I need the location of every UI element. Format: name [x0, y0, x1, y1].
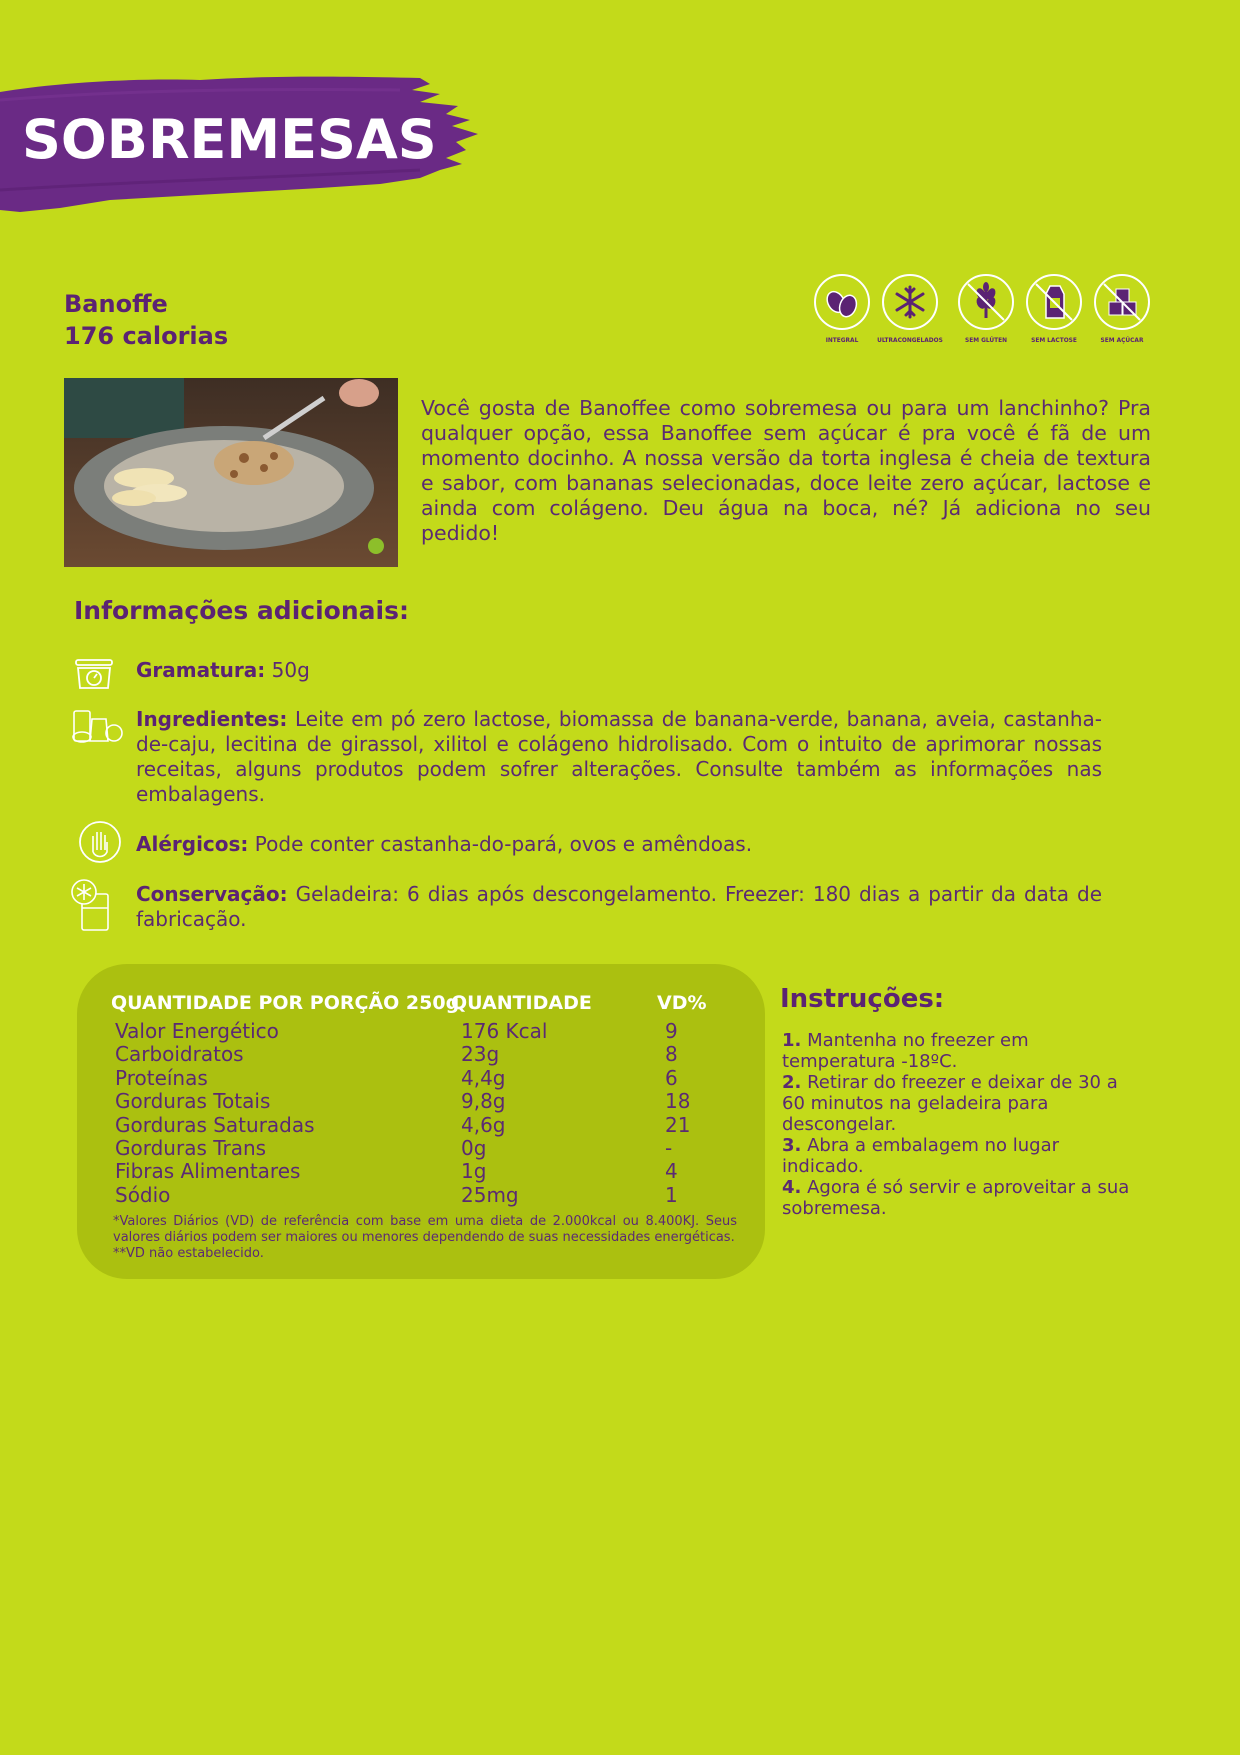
nutrient-name: Fibras Alimentares [115, 1159, 301, 1184]
nutrient-vd: 8 [665, 1042, 678, 1067]
instruction-step [782, 1177, 1142, 1219]
nutrient-qty: 1g [461, 1159, 487, 1184]
info-text [136, 832, 1102, 857]
info-text [136, 658, 1102, 683]
nutrient-qty: 9,8g [461, 1089, 506, 1114]
step-text: Abra a embalagem no lugar indicado. [782, 1135, 1059, 1177]
nutrient-vd: 9 [665, 1019, 678, 1043]
nutrient-name: Gorduras Totais [115, 1089, 271, 1114]
nutrition-header-quantity: QUANTIDADE [451, 992, 592, 1014]
badge-label: SEM AÇÚCAR [1100, 336, 1144, 344]
nutrition-footnote [113, 1214, 737, 1262]
badge-ultracongelados [872, 274, 948, 344]
product-header [64, 288, 228, 352]
nutrient-qty: 0g [461, 1135, 487, 1160]
feature-badges [804, 274, 1160, 354]
info-value: Geladeira: 6 dias após descongelamento. Freezer: 180 dias a partir da data de fabricação. [136, 882, 1103, 931]
badge-label: SEM LACTOSE [1031, 336, 1077, 344]
nutrient-vd: - [665, 1135, 673, 1160]
nutrient-qty: 4,4g [461, 1065, 506, 1090]
nutrient-vd: 6 [665, 1065, 678, 1090]
peanut-icon [814, 274, 870, 330]
info-title: Informações adicionais: [74, 596, 409, 625]
info-value: 50g [271, 658, 310, 682]
info-label: Conservação: [136, 882, 288, 906]
badge-label: INTEGRAL [825, 336, 859, 344]
nutrition-rows [115, 1019, 735, 1206]
table-row [115, 1066, 735, 1089]
nutrient-name: Proteínas [115, 1065, 208, 1090]
instruction-step [782, 1135, 1142, 1177]
scale-icon [68, 656, 124, 712]
info-label: Gramatura: [136, 658, 266, 682]
nutrient-name: Valor Energético [115, 1019, 279, 1043]
table-row [115, 1159, 735, 1182]
info-text [136, 707, 1102, 807]
info-value: Leite em pó zero lactose, biomassa de banana-verde, banana, aveia, castanha-de-caju, lecitina de girassol, xilitol e colágeno hidrolisado. Com o intuito de aprimorar nossas receitas, alguns produtos podem sofrer alterações. Consulte também as informações nas embalagens. [136, 707, 1103, 806]
step-number: 2. [782, 1072, 802, 1093]
milk-carton-crossed-icon [1026, 274, 1082, 330]
instruction-step [782, 1030, 1142, 1072]
badge-integral [804, 274, 880, 344]
nutrient-qty: 176 Kcal [461, 1019, 548, 1043]
table-row [115, 1136, 735, 1159]
step-number: 3. [782, 1135, 802, 1156]
nutrient-qty: 4,6g [461, 1112, 506, 1137]
instruction-step [782, 1072, 1142, 1135]
step-text: Agora é só servir e aproveitar a sua sobremesa. [782, 1177, 1130, 1219]
step-text: Retirar do freezer e deixar de 30 a 60 minutos na geladeira para descongelar. [782, 1072, 1118, 1135]
sugar-cubes-crossed-icon [1094, 274, 1150, 330]
badge-sem-gluten [948, 274, 1024, 344]
info-label: Alérgicos: [136, 832, 249, 856]
nutrient-name: Gorduras Saturadas [115, 1112, 315, 1137]
product-description: Você gosta de Banoffee como sobremesa ou para um lanchinho? Pra qualquer opção, essa Banoffee sem açúcar é pra você é fã de um momento docinho. A nossa versão da torta inglesa é cheia de textura e sabor, com bananas selecionadas, doce leite zero açúcar, lactose e ainda com colágeno. Deu água na boca, né? Já adiciona no seu pedido! [421, 396, 1151, 545]
badge-label: ULTRACONGELADOS [877, 336, 943, 344]
nutrient-vd: 18 [665, 1089, 691, 1114]
instructions-list [782, 1030, 1142, 1219]
product-calories: 176 calorias [64, 322, 229, 350]
section-banner [0, 70, 490, 220]
footnote-vd: *Valores Diários (VD) de referência com base em uma dieta de 2.000kcal ou 8.400KJ. Seus valores diários podem ser maiores ou menores dependendo de suas necessidades energéticas. [113, 1214, 737, 1245]
info-label: Ingredientes: [136, 707, 288, 731]
nutrient-name: Carboidratos [115, 1042, 244, 1067]
step-text: Mantenha no freezer em temperatura -18ºC. [782, 1030, 1029, 1072]
freezer-icon [68, 878, 124, 934]
badge-sem-acucar [1084, 274, 1160, 344]
nutrient-name: Gorduras Trans [115, 1135, 267, 1160]
table-row [115, 1019, 735, 1042]
info-conservacao [68, 878, 1102, 934]
nutrition-header-portion: QUANTIDADE POR PORÇÃO 250g [111, 992, 460, 1014]
table-row [115, 1042, 735, 1065]
table-row [115, 1113, 735, 1136]
nutrient-name: Sódio [115, 1182, 171, 1207]
step-number: 4. [782, 1177, 802, 1198]
info-ingredientes [68, 707, 1102, 807]
nutrient-vd: 4 [665, 1159, 678, 1184]
ingredients-icon [68, 707, 124, 763]
step-number: 1. [782, 1030, 802, 1051]
info-alergicos [68, 820, 1102, 866]
nutrient-qty: 25mg [461, 1182, 519, 1207]
badge-sem-lactose [1016, 274, 1092, 344]
nutrition-table [77, 964, 765, 1279]
section-title: SOBREMESAS [22, 108, 437, 171]
nutrition-header-vd: VD% [657, 992, 707, 1014]
table-row [115, 1183, 735, 1206]
instructions-title: Instruções: [780, 984, 945, 1014]
product-photo [64, 378, 398, 567]
badge-label: SEM GLÚTEN [965, 336, 1007, 344]
info-value: Pode conter castanha-do-pará, ovos e amêndoas. [254, 832, 753, 856]
nutrient-vd: 1 [665, 1182, 678, 1207]
info-text [136, 882, 1102, 932]
nutrient-qty: 23g [461, 1042, 500, 1067]
snowflake-icon [882, 274, 938, 330]
info-gramatura [68, 656, 1102, 688]
nutrient-vd: 21 [665, 1112, 691, 1137]
product-name: Banoffe [64, 290, 168, 318]
table-row [115, 1089, 735, 1112]
wheat-crossed-icon [958, 274, 1014, 330]
allergy-hand-icon [68, 820, 124, 876]
footnote-not-established: **VD não estabelecido. [113, 1246, 264, 1261]
